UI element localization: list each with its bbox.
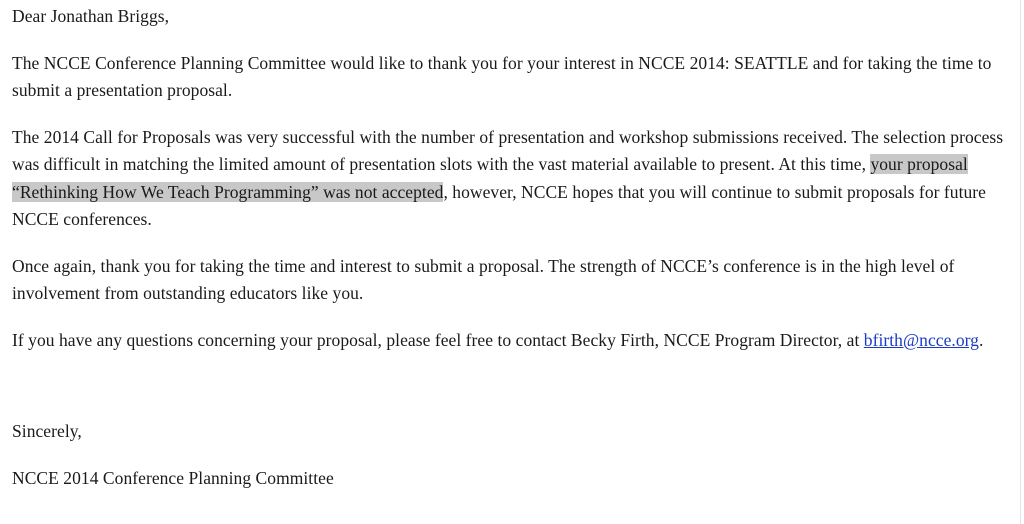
salutation: Dear Jonathan Briggs, xyxy=(12,6,170,26)
email-link[interactable]: bfirth@ncce.org xyxy=(863,329,979,350)
letter-body xyxy=(12,3,1012,492)
closing: Sincerely, xyxy=(12,421,82,441)
paragraph-appreciation: Once again, thank you for taking the time and interest to submit a proposal. The strength of NCCE’s conference is in the high level of involvement from outstanding educators like you. xyxy=(12,255,955,303)
paragraph-contact xyxy=(12,327,1012,355)
paragraph-result xyxy=(12,124,1012,234)
paragraph-thanks: The NCCE Conference Planning Committee would like to thank you for your interest in NCCE 2014: SEATTLE and for taking the time to submit a presentation proposal. xyxy=(12,52,992,100)
paragraph-contact-end: . xyxy=(978,329,984,350)
signature: NCCE 2014 Conference Planning Committee xyxy=(12,467,334,488)
paragraph-result-intro: The 2014 Call for Proposals was very successful with the number of presentation and workshop submissions received. The selection process was difficult in matching the limited amount of presentation slots with the vast material available to present. At this time, xyxy=(12,126,1004,174)
paragraph-result-outro: , however, NCCE hopes that you will continue to submit proposals for future NCCE conferences. xyxy=(12,181,987,229)
page-edge-divider xyxy=(1020,0,1021,524)
highlighted-rejection-text: your proposal “Rethinking How We Teach Programming” was not accepted xyxy=(12,154,968,202)
paragraph-contact-text: If you have any questions concerning your proposal, please feel free to contact Becky Firth, NCCE Program Director, at xyxy=(12,329,864,350)
